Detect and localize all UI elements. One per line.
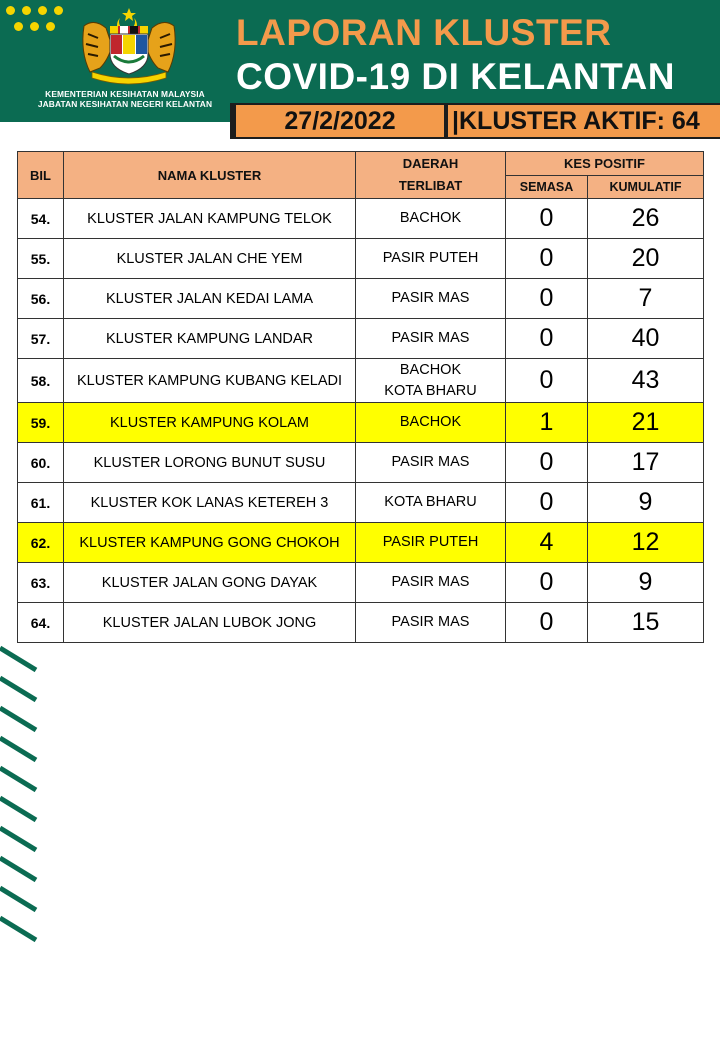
table-row <box>18 443 704 483</box>
table-row <box>18 563 704 603</box>
header-semasa: SEMASA <box>506 176 588 199</box>
header-daerah-line-1: DAERAH <box>402 156 459 171</box>
malaysia-coat-of-arms-icon <box>70 6 188 86</box>
cell-nama-kluster: KLUSTER KOK LANAS KETEREH 3 <box>64 483 356 523</box>
cell-bil: 60. <box>18 443 64 483</box>
report-date: 27/2/2022 <box>236 105 444 137</box>
cell-bil: 57. <box>18 319 64 359</box>
cell-daerah <box>356 523 506 563</box>
daerah-name: KOTA BHARU <box>384 382 477 399</box>
cell-nama-kluster: KLUSTER JALAN KAMPUNG TELOK <box>64 199 356 239</box>
cell-semasa: 0 <box>506 199 588 239</box>
cell-semasa: 0 <box>506 563 588 603</box>
cell-semasa: 0 <box>506 603 588 643</box>
cell-semasa: 0 <box>506 279 588 319</box>
cell-daerah <box>356 359 506 403</box>
report-title-line-1: LAPORAN KLUSTER <box>236 12 612 53</box>
cell-kumulatif: 26 <box>588 199 704 239</box>
cell-semasa: 4 <box>506 523 588 563</box>
cell-nama-kluster: KLUSTER LORONG BUNUT SUSU <box>64 443 356 483</box>
cell-daerah <box>356 403 506 443</box>
ministry-name <box>30 89 220 109</box>
daerah-name: PASIR PUTEH <box>382 250 479 266</box>
table-row <box>18 483 704 523</box>
header-kes-positif: KES POSITIF <box>506 152 704 176</box>
table-row <box>18 239 704 279</box>
cell-kumulatif: 17 <box>588 443 704 483</box>
header-kumulatif: KUMULATIF <box>588 176 704 199</box>
cell-bil: 61. <box>18 483 64 523</box>
cell-kumulatif: 9 <box>588 563 704 603</box>
daerah-name: BACHOK <box>399 414 462 430</box>
daerah-name: PASIR MAS <box>391 454 470 470</box>
daerah-name: PASIR PUTEH <box>382 534 479 550</box>
cell-kumulatif: 12 <box>588 523 704 563</box>
cell-bil: 58. <box>18 359 64 403</box>
daerah-name: PASIR MAS <box>391 574 470 590</box>
table-row <box>18 199 704 239</box>
cell-semasa: 0 <box>506 239 588 279</box>
cell-nama-kluster: KLUSTER JALAN GONG DAYAK <box>64 563 356 603</box>
cell-daerah <box>356 239 506 279</box>
cell-daerah <box>356 483 506 523</box>
header-nama-kluster: NAMA KLUSTER <box>64 152 356 199</box>
cell-bil: 62. <box>18 523 64 563</box>
cell-nama-kluster: KLUSTER KAMPUNG KUBANG KELADI <box>64 359 356 403</box>
cell-kumulatif: 20 <box>588 239 704 279</box>
ministry-line-1: KEMENTERIAN KESIHATAN MALAYSIA <box>45 89 205 99</box>
cell-kumulatif: 15 <box>588 603 704 643</box>
cell-semasa: 1 <box>506 403 588 443</box>
header-daerah-terlibat <box>356 152 506 199</box>
cell-kumulatif: 9 <box>588 483 704 523</box>
cluster-table <box>17 151 704 643</box>
cell-bil: 63. <box>18 563 64 603</box>
cell-semasa: 0 <box>506 319 588 359</box>
header-bil: BIL <box>18 152 64 199</box>
active-cluster-count <box>448 105 720 137</box>
header-daerah-line-2: TERLIBAT <box>398 178 463 193</box>
cell-semasa: 0 <box>506 443 588 483</box>
daerah-name: BACHOK <box>399 361 462 378</box>
cell-daerah <box>356 563 506 603</box>
cell-nama-kluster: KLUSTER KAMPUNG GONG CHOKOH <box>64 523 356 563</box>
cell-semasa: 0 <box>506 359 588 403</box>
cell-kumulatif: 40 <box>588 319 704 359</box>
table-row <box>18 359 704 403</box>
cell-kumulatif: 43 <box>588 359 704 403</box>
cell-nama-kluster: KLUSTER JALAN LUBOK JONG <box>64 603 356 643</box>
daerah-name: KOTA BHARU <box>384 494 477 510</box>
cell-daerah <box>356 319 506 359</box>
report-title-line-2: COVID-19 DI KELANTAN <box>236 56 675 97</box>
table-row <box>18 319 704 359</box>
daerah-name: BACHOK <box>399 210 462 226</box>
cell-bil: 54. <box>18 199 64 239</box>
active-cluster-label: |KLUSTER AKTIF: 64 <box>452 107 700 135</box>
cell-bil: 64. <box>18 603 64 643</box>
cell-semasa: 0 <box>506 483 588 523</box>
daerah-name: PASIR MAS <box>391 290 470 306</box>
cell-kumulatif: 7 <box>588 279 704 319</box>
cluster-rows <box>18 199 704 643</box>
cell-daerah <box>356 603 506 643</box>
cell-kumulatif: 21 <box>588 403 704 443</box>
daerah-name: PASIR MAS <box>391 330 470 346</box>
table-row <box>18 279 704 319</box>
cell-nama-kluster: KLUSTER JALAN KEDAI LAMA <box>64 279 356 319</box>
cell-bil: 55. <box>18 239 64 279</box>
cell-daerah <box>356 199 506 239</box>
table-row <box>18 403 704 443</box>
cell-nama-kluster: KLUSTER KAMPUNG KOLAM <box>64 403 356 443</box>
ministry-line-2: JABATAN KESIHATAN NEGERI KELANTAN <box>37 99 213 109</box>
cell-nama-kluster: KLUSTER KAMPUNG LANDAR <box>64 319 356 359</box>
table-row <box>18 523 704 563</box>
cell-daerah <box>356 279 506 319</box>
daerah-name: PASIR MAS <box>391 614 470 630</box>
cell-nama-kluster: KLUSTER JALAN CHE YEM <box>64 239 356 279</box>
decorative-stripes <box>0 640 40 950</box>
cell-bil: 59. <box>18 403 64 443</box>
cell-daerah <box>356 443 506 483</box>
table-row <box>18 603 704 643</box>
cell-bil: 56. <box>18 279 64 319</box>
